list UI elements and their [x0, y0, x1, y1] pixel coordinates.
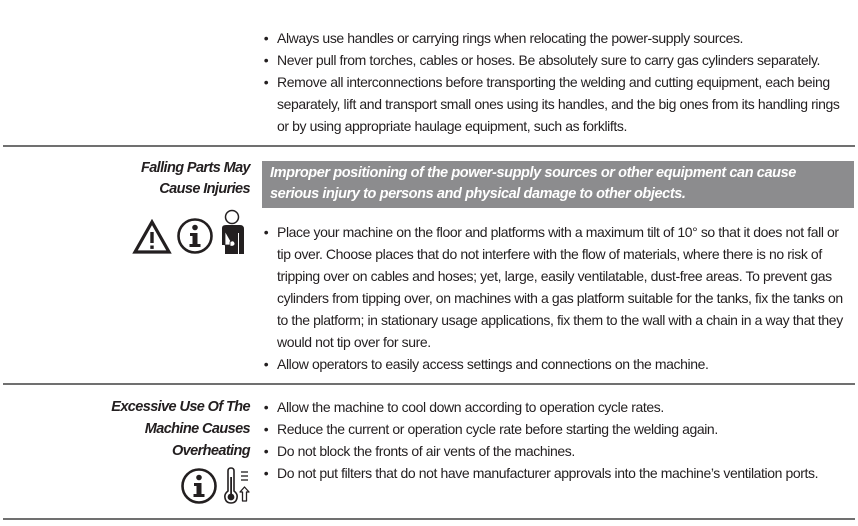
- falling-parts-section: [259, 221, 854, 375]
- thermometer-rising-icon: [222, 467, 252, 505]
- falling-parts-heading: Falling Parts May Cause Injuries: [140, 160, 250, 197]
- bullet-icon: •: [263, 443, 269, 459]
- transport-bullet-list: [259, 27, 854, 137]
- bullet-icon: •: [263, 52, 269, 68]
- list-item: • Allow the machine to cool down according to operation cycle rates.: [259, 396, 854, 418]
- warning-banner: Improper positioning of the power-supply sources or other equipment can cause serious injury to persons and physical damage to other objects.: [262, 161, 854, 208]
- overheating-icons: [180, 467, 252, 505]
- bullet-icon: •: [263, 224, 269, 240]
- list-item: • Do not block the fronts of air vents of the machines.: [259, 440, 854, 462]
- info-icon: [180, 467, 218, 505]
- falling-parts-bullet-list: [259, 221, 854, 375]
- bullet-icon: •: [263, 30, 269, 46]
- list-item: • Place your machine on the floor and platforms with a maximum tilt of 10° so that it does not fall or tip over. Choose places that do not interfere with the flow of materials, where there is no risk of tripping over on cables and hoses; yet, large, easily ventilatable, dust-free areas. To prevent gas cylinders from tipping over, on machines with a gas platform suitable for the tanks, fix the tanks on to the platform; in stationary usage applications, fix them to the wall with a chain in a way that they would not tip over for sure.: [259, 221, 854, 353]
- list-item: • Reduce the current or operation cycle rate before starting the welding again.: [259, 418, 854, 440]
- bullet-icon: •: [263, 356, 269, 372]
- bullet-icon: •: [263, 465, 269, 481]
- bullet-icon: •: [263, 74, 269, 90]
- falling-parts-icons: [132, 209, 248, 255]
- list-item: • Never pull from torches, cables or hoses. Be absolutely sure to carry gas cylinders separately.: [259, 49, 854, 71]
- overheating-heading: Excessive Use Of The Machine Causes Overheating: [111, 399, 250, 459]
- injured-person-icon: [218, 209, 248, 255]
- bullet-icon: •: [263, 421, 269, 437]
- list-item: • Always use handles or carrying rings when relocating the power-supply sources.: [259, 27, 854, 49]
- list-item: • Do not put filters that do not have manufacturer approvals into the machine’s ventilation ports.: [259, 462, 854, 484]
- bullet-icon: •: [263, 399, 269, 415]
- info-icon: [176, 217, 214, 255]
- section-divider: [3, 145, 855, 147]
- warning-triangle-icon: [132, 219, 172, 255]
- section-divider: [3, 518, 855, 520]
- overheating-section: [259, 396, 854, 484]
- section-divider: [3, 383, 855, 385]
- list-item: • Allow operators to easily access settings and connections on the machine.: [259, 353, 854, 375]
- transport-section: [259, 27, 854, 137]
- list-item: • Remove all interconnections before transporting the welding and cutting equipment, each being separately, lift and transport small ones using its handles, and the big ones from its handling rings or by using appropriate haulage equipment, such as forklifts.: [259, 71, 854, 137]
- overheating-bullet-list: [259, 396, 854, 484]
